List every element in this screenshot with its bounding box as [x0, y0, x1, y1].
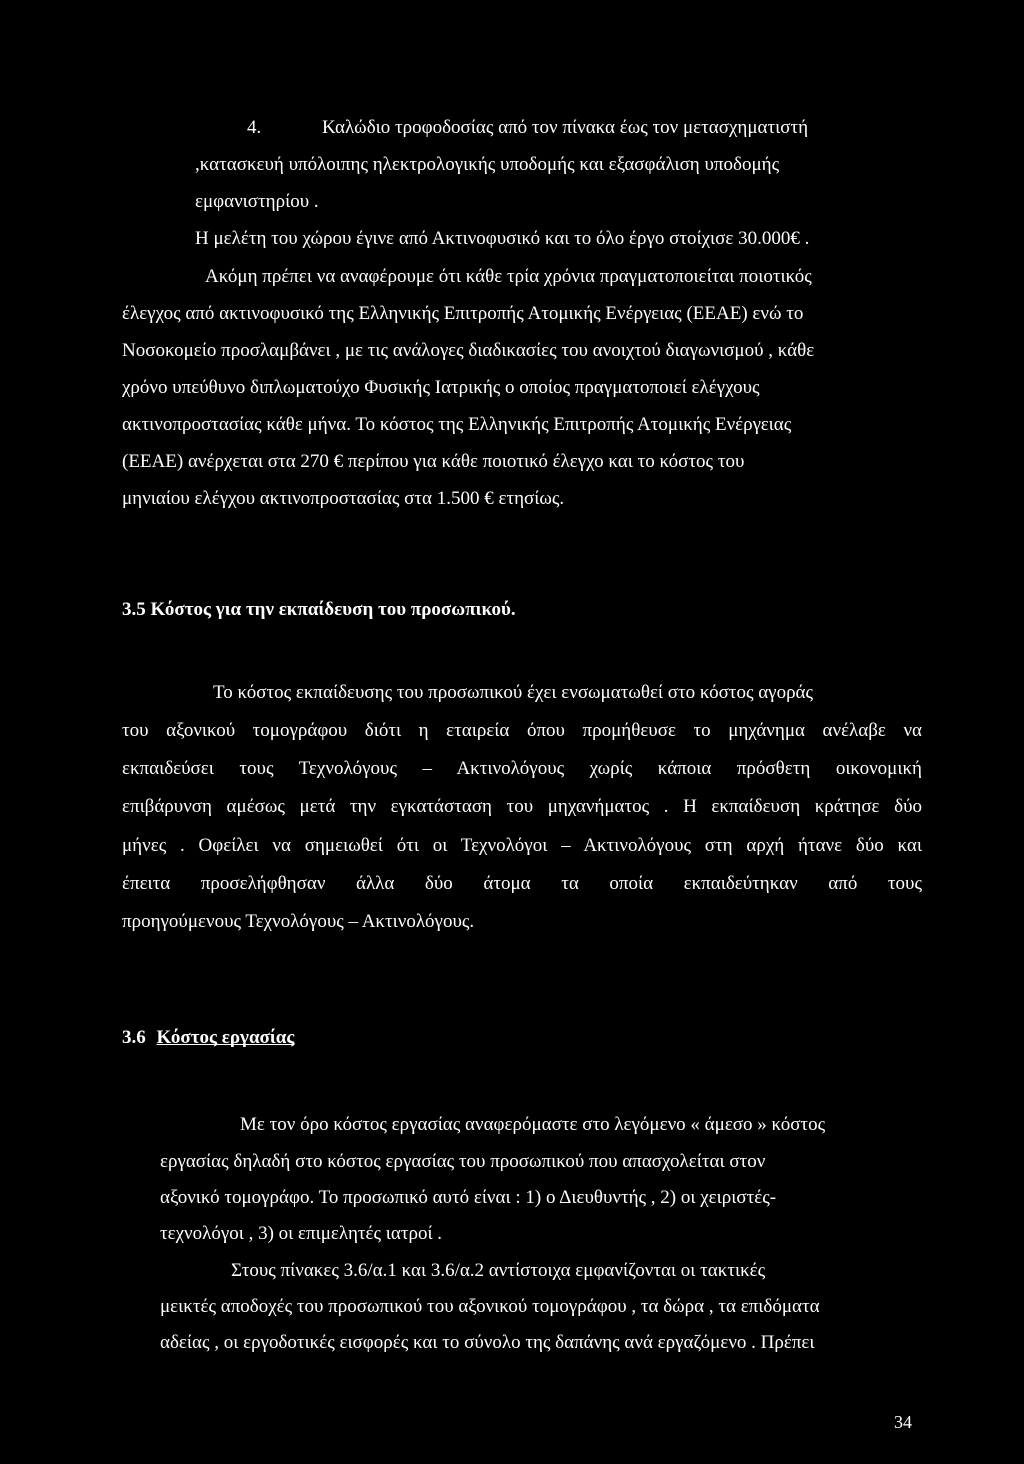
section-heading: 3.5 Κόστος για την εκπαίδευση του προσωπικού. — [122, 599, 516, 620]
text-line: (ΕΕΑΕ) ανέρχεται στα 270 € περίπου για κάθε ποιοτικό έλεγχο και το κόστος του — [122, 451, 745, 472]
text-line: χρόνο υπεύθυνο διπλωματούχο Φυσικής Ιατρικής ο οποίος πραγματοποιεί ελέγχους — [122, 377, 760, 398]
text-line: επιβάρυνση αμέσως μετά την εγκατάσταση του μηχανήματος . Η εκπαίδευση κράτησε δύο — [122, 796, 922, 817]
section-heading — [122, 1026, 294, 1050]
section-heading-number: 3.6 — [122, 1027, 146, 1048]
text-line: εμφανιστηρίου . — [195, 191, 319, 212]
text-line: τεχνολόγοι , 3) οι επιμελητές ιατροί . — [160, 1223, 443, 1244]
text-line: Στους πίνακες 3.6/α.1 και 3.6/α.2 αντίστοιχα εμφανίζονται οι τακτικές — [231, 1260, 766, 1281]
text-line: μήνες . Οφείλει να σημειωθεί ότι οι Τεχνολόγοι – Ακτινολόγους στη αρχή ήτανε δύο και — [122, 835, 922, 856]
text-line: αδείας , οι εργοδοτικές εισφορές και το σύνολο της δαπάνης ανά εργαζόμενο . Πρέπει — [160, 1332, 815, 1353]
page-number: 34 — [894, 1412, 912, 1432]
text-line: ,κατασκευή υπόλοιπης ηλεκτρολογικής υποδομής και εξασφάλιση υποδομής — [195, 154, 780, 175]
text-line: έλεγχος από ακτινοφυσικό της Ελληνικής Επιτροπής Ατομικής Ενέργειας (ΕΕΑΕ) ενώ το — [122, 303, 804, 324]
text-line: έπειτα προσελήφθησαν άλλα δύο άτομα τα οποία εκπαιδεύτηκαν από τους — [122, 873, 922, 894]
text-line: Καλώδιο τροφοδοσίας από τον πίνακα έως τον μετασχηματιστή — [322, 117, 809, 138]
text-line: προηγούμενους Τεχνολόγους – Ακτινολόγους. — [122, 911, 475, 932]
text-line: Ακόμη πρέπει να αναφέρουμε ότι κάθε τρία χρόνια πραγματοποιείται ποιοτικός — [205, 266, 812, 287]
text-line: Νοσοκομείο προσλαμβάνει , με τις ανάλογες διαδικασίες του ανοιχτού διαγωνισμού , κάθε — [122, 340, 815, 361]
text-line: ακτινοπροστασίας κάθε μήνα. Το κόστος της Ελληνικής Επιτροπής Ατομικής Ενέργειας — [122, 414, 792, 435]
text-line: του αξονικού τομογράφου διότι η εταιρεία όπου προμήθευσε το μηχάνημα ανέλαβε να — [122, 720, 922, 741]
section-heading-title: Κόστος εργασίας — [156, 1027, 295, 1048]
text-line: Η μελέτη του χώρου έγινε από Ακτινοφυσικό και το όλο έργο στοίχισε 30.000€ . — [195, 228, 810, 249]
list-number: 4. — [247, 117, 262, 138]
text-line: εργασίας δηλαδή στο κόστος εργασίας του προσωπικού που απασχολείται στον — [160, 1151, 766, 1172]
text-line: Με τον όρο κόστος εργασίας αναφερόμαστε στο λεγόμενο « άμεσο » κόστος — [240, 1114, 826, 1135]
text-line: εκπαιδεύσει τους Τεχνολόγους – Ακτινολόγους χωρίς κάποια πρόσθετη οικονομική — [122, 758, 922, 779]
text-line: Το κόστος εκπαίδευσης του προσωπικού έχει ενσωματωθεί στο κόστος αγοράς — [213, 682, 814, 703]
text-line: μεικτές αποδοχές του προσωπικού του αξονικού τομογράφου , τα δώρα , τα επιδόματα — [160, 1296, 820, 1317]
text-line: αξονικό τομογράφο. Το προσωπικό αυτό είναι : 1) ο Διευθυντής , 2) οι χειριστές- — [160, 1187, 777, 1208]
text-line: μηνιαίου ελέγχου ακτινοπροστασίας στα 1.500 € ετησίως. — [122, 488, 565, 509]
